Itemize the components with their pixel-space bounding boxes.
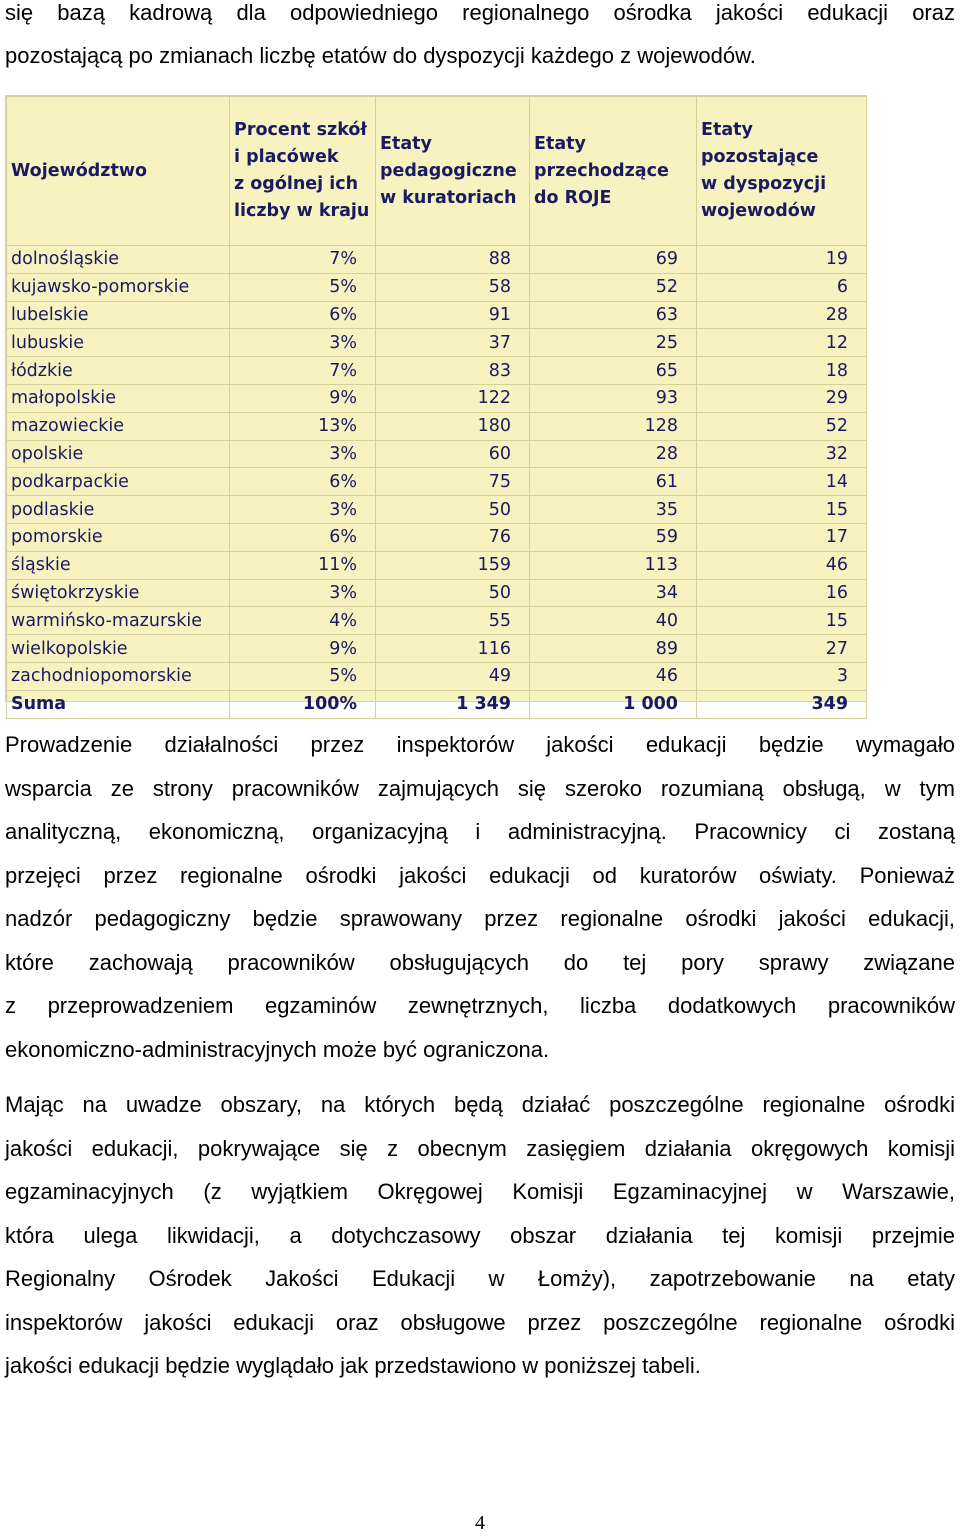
value-cell: 55 — [376, 607, 530, 635]
text-line: nadzór pedagogiczny będzie sprawowany przez regionalne ośrodki jakości edukacji, — [5, 906, 955, 931]
value-cell: 7% — [230, 246, 376, 274]
table-row — [7, 662, 867, 690]
header-voivodeship: Województwo — [7, 97, 230, 246]
value-cell: 59 — [530, 523, 697, 551]
table-row — [7, 496, 867, 524]
value-cell: 75 — [376, 468, 530, 496]
value-cell: 11% — [230, 551, 376, 579]
value-cell: 91 — [376, 301, 530, 329]
voivodeship-cell: lubelskie — [7, 301, 230, 329]
text-line: przejęci przez regionalne ośrodki jakości edukacji od kuratorów oświaty. Ponieważ — [5, 862, 955, 888]
value-cell: 46 — [530, 662, 697, 690]
staffing-table — [6, 96, 867, 719]
voivodeship-cell: opolskie — [7, 440, 230, 468]
value-cell: 3% — [230, 329, 376, 357]
value-cell: 29 — [697, 384, 867, 412]
table-row — [7, 523, 867, 551]
voivodeship-cell: śląskie — [7, 551, 230, 579]
value-cell: 37 — [376, 329, 530, 357]
value-cell: 116 — [376, 635, 530, 663]
value-cell: 65 — [530, 357, 697, 385]
value-cell: 3% — [230, 579, 376, 607]
value-cell: 9% — [230, 635, 376, 663]
value-cell: 50 — [376, 496, 530, 524]
value-cell: 3% — [230, 496, 376, 524]
value-cell: 1 349 — [376, 690, 530, 718]
table-sum-row — [7, 690, 867, 718]
table-row — [7, 329, 867, 357]
value-cell: 27 — [697, 635, 867, 663]
value-cell: 9% — [230, 384, 376, 412]
value-cell: 349 — [697, 690, 867, 718]
table-row — [7, 468, 867, 496]
value-cell: 6% — [230, 301, 376, 329]
value-cell: 7% — [230, 357, 376, 385]
voivodeship-cell: łódzkie — [7, 357, 230, 385]
value-cell: 58 — [376, 273, 530, 301]
table-row — [7, 607, 867, 635]
value-cell: 93 — [530, 384, 697, 412]
voivodeship-cell: lubuskie — [7, 329, 230, 357]
body-paragraph-2 — [5, 1090, 955, 1395]
text-line: pozostającą po zmianach liczbę etatów do dyspozycji każdego z wojewodów. — [5, 43, 756, 68]
voivodeship-cell: mazowieckie — [7, 412, 230, 440]
value-cell: 13% — [230, 412, 376, 440]
text-line: analityczną, ekonomiczną, organizacyjną i administracyjną. Pracownicy ci zostaną — [5, 819, 955, 844]
text-line: Prowadzenie działalności przez inspektorów jakości edukacji będzie wymagało — [5, 732, 955, 757]
voivodeship-cell: świętokrzyskie — [7, 579, 230, 607]
value-cell: 46 — [697, 551, 867, 579]
body-paragraph-1 — [5, 730, 955, 1078]
value-cell: 49 — [376, 662, 530, 690]
value-cell: 16 — [697, 579, 867, 607]
header-percent-schools: Procent szkół i placówek z ogólnej ich liczby w kraju — [230, 97, 376, 246]
value-cell: 88 — [376, 246, 530, 274]
table-row — [7, 384, 867, 412]
text-line: egzaminacyjnych (z wyjątkiem Okręgowej Komisji Egzaminacyjnej w Warszawie, — [5, 1179, 955, 1204]
text-line: inspektorów jakości edukacji oraz obsługowe przez poszczególne regionalne ośrodki — [5, 1309, 955, 1335]
text-line: Mając na uwadze obszary, na których będą działać poszczególne regionalne ośrodki — [5, 1092, 955, 1117]
value-cell: 5% — [230, 662, 376, 690]
table-body — [7, 246, 867, 719]
value-cell: 1 000 — [530, 690, 697, 718]
value-cell: 14 — [697, 468, 867, 496]
value-cell: 52 — [697, 412, 867, 440]
value-cell: 18 — [697, 357, 867, 385]
value-cell: 63 — [530, 301, 697, 329]
value-cell: 17 — [697, 523, 867, 551]
value-cell: 50 — [376, 579, 530, 607]
value-cell: 180 — [376, 412, 530, 440]
voivodeship-cell: wielkopolskie — [7, 635, 230, 663]
value-cell: 159 — [376, 551, 530, 579]
voivodeship-cell: pomorskie — [7, 523, 230, 551]
value-cell: 6% — [230, 523, 376, 551]
voivodeship-cell: zachodniopomorskie — [7, 662, 230, 690]
value-cell: 83 — [376, 357, 530, 385]
value-cell: 32 — [697, 440, 867, 468]
value-cell: 28 — [530, 440, 697, 468]
page-number: 4 — [475, 1512, 485, 1534]
value-cell: 89 — [530, 635, 697, 663]
voivodeship-cell: podlaskie — [7, 496, 230, 524]
table-row — [7, 440, 867, 468]
value-cell: 6% — [230, 468, 376, 496]
value-cell: 25 — [530, 329, 697, 357]
voivodeship-cell: podkarpackie — [7, 468, 230, 496]
value-cell: 28 — [697, 301, 867, 329]
table-row — [7, 412, 867, 440]
text-line: jakości edukacji będzie wyglądało jak przedstawiono w poniższej tabeli. — [5, 1353, 701, 1378]
value-cell: 128 — [530, 412, 697, 440]
value-cell: 76 — [376, 523, 530, 551]
value-cell: 113 — [530, 551, 697, 579]
table-row — [7, 301, 867, 329]
header-remaining-posts: Etaty pozostające w dyspozycji wojewodów — [697, 97, 867, 246]
text-line: wsparcia ze strony pracowników zajmujących się szeroko rozumianą obsługą, w tym — [5, 775, 955, 801]
value-cell: 15 — [697, 607, 867, 635]
table-row — [7, 273, 867, 301]
text-line: które zachowają pracowników obsługujących do tej pory sprawy związane — [5, 949, 955, 975]
text-line: która ulega likwidacji, a dotychczasowy obszar działania tej komisji przejmie — [5, 1222, 955, 1248]
value-cell: 61 — [530, 468, 697, 496]
table-row — [7, 246, 867, 274]
value-cell: 12 — [697, 329, 867, 357]
text-line: ekonomiczno-administracyjnych może być ograniczona. — [5, 1036, 550, 1062]
value-cell: 40 — [530, 607, 697, 635]
value-cell: 3 — [697, 662, 867, 690]
voivodeship-cell: kujawsko-pomorskie — [7, 273, 230, 301]
text-line: Regionalny Ośrodek Jakości Edukacji w Łomży), zapotrzebowanie na etaty — [5, 1266, 955, 1291]
value-cell: 60 — [376, 440, 530, 468]
header-pedagogical-posts: Etaty pedagogiczne w kuratoriach — [376, 97, 530, 246]
voivodeship-cell: małopolskie — [7, 384, 230, 412]
header-transferred-posts: Etaty przechodzące do ROJE — [530, 97, 697, 246]
value-cell: 6 — [697, 273, 867, 301]
value-cell: 15 — [697, 496, 867, 524]
table-row — [7, 357, 867, 385]
text-line: jakości edukacji, pokrywające się z obecnym zasięgiem działania okręgowych komisji — [5, 1135, 955, 1161]
table-row — [7, 635, 867, 663]
value-cell: 52 — [530, 273, 697, 301]
text-line: z przeprowadzeniem egzaminów zewnętrznych, liczba dodatkowych pracowników — [5, 993, 955, 1018]
voivodeship-cell: warmińsko-mazurskie — [7, 607, 230, 635]
intro-paragraph — [5, 0, 955, 86]
value-cell: 69 — [530, 246, 697, 274]
value-cell: 5% — [230, 273, 376, 301]
value-cell: 4% — [230, 607, 376, 635]
value-cell: 122 — [376, 384, 530, 412]
voivodeship-cell: dolnośląskie — [7, 246, 230, 274]
value-cell: 19 — [697, 246, 867, 274]
text-line: się bazą kadrową dla odpowiedniego regionalnego ośrodka jakości edukacji oraz — [5, 0, 955, 25]
table-row — [7, 579, 867, 607]
table-header-row — [7, 97, 867, 246]
value-cell: 34 — [530, 579, 697, 607]
table-row — [7, 551, 867, 579]
value-cell: 100% — [230, 690, 376, 718]
voivodeship-cell: Suma — [7, 690, 230, 718]
value-cell: 3% — [230, 440, 376, 468]
value-cell: 35 — [530, 496, 697, 524]
staffing-table-image — [5, 95, 867, 715]
